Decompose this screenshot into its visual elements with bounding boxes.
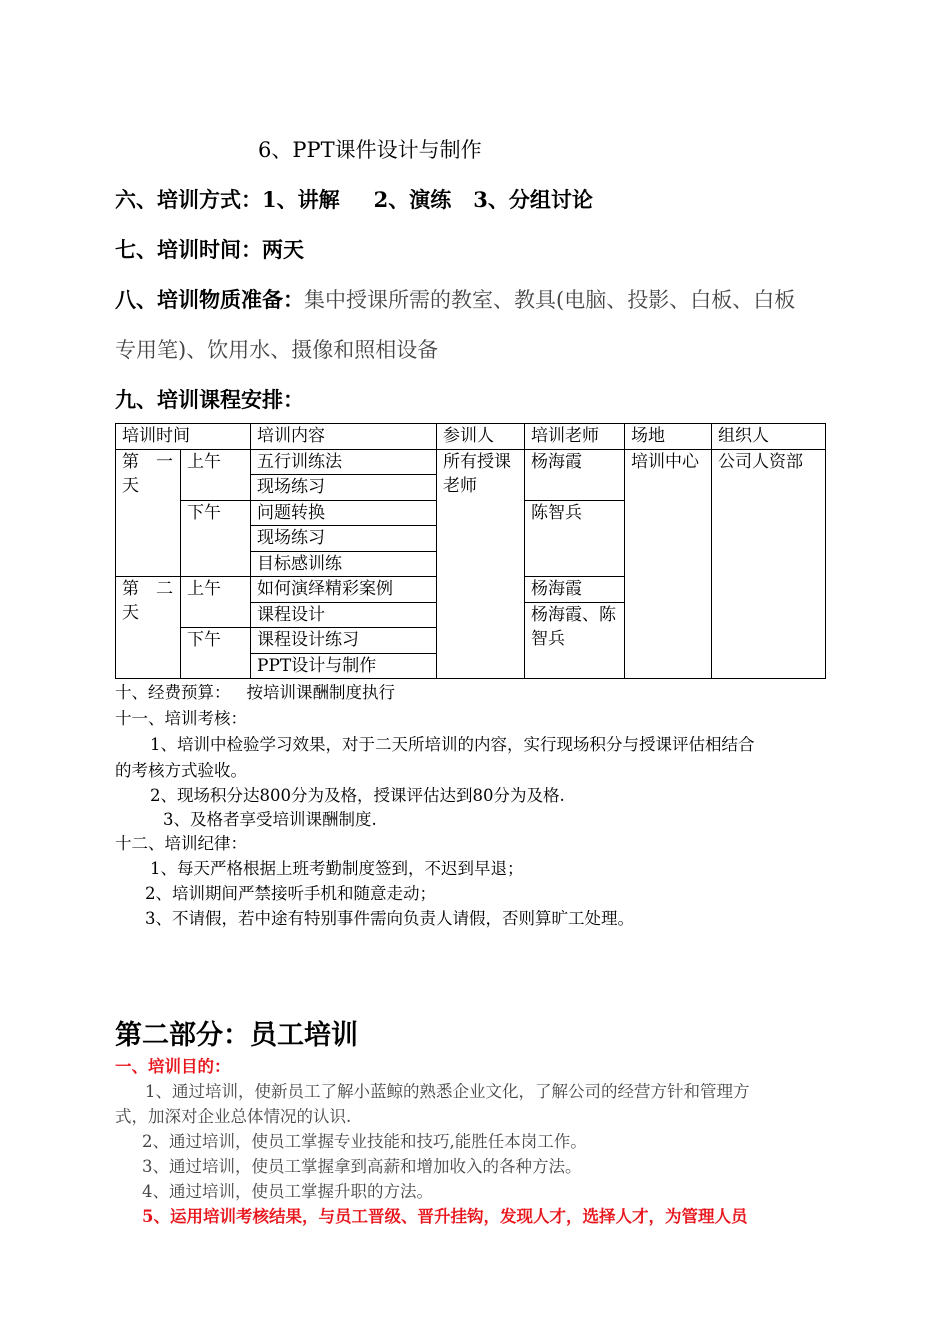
content-cell: 五行训练法 [251,449,437,475]
section-9-label: 九、培训课程安排： [115,387,304,412]
section-11-p1b: 的考核方式验收。 [115,761,247,780]
section-11-p1a: 1、培训中检验学习效果，对于二天所培训的内容，实行现场积分与授课评估相结合 [150,735,755,754]
method-3: 3、分组讨论 [473,187,593,212]
header-venue: 场地 [625,424,712,450]
day1-pm-cell: 下午 [181,500,251,577]
section-12-p1: 1、每天严格根据上班考勤制度签到，不迟到早退； [150,859,524,878]
objective-5: 5、运用培训考核结果，与员工晋级、晋升挂钩，发现人才，选择人才，为管理人员 [142,1207,748,1226]
section-8-text1: 集中授课所需的教室、教具(电脑、投影、白板、白板 [304,288,796,312]
day-2-cell: 第 二天 [116,577,181,679]
content-cell: 现场练习 [251,475,437,501]
section-12-p3: 3、不请假，若中途有特别事件需向负责人请假，否则算旷工处理。 [145,909,634,928]
content-cell: 课程设计 [251,602,437,628]
objective-1a: 1、通过培训，使新员工了解小蓝鲸的熟悉企业文化，了解公司的经营方针和管理方 [145,1082,750,1101]
objective-3: 3、通过培训，使员工掌握拿到高薪和增加收入的各种方法。 [142,1157,582,1176]
content-cell: PPT设计与制作 [251,653,437,679]
section-7 [115,235,304,265]
section-11-p2: 2、现场积分达800分为及格，授课评估达到80分为及格. [150,786,565,805]
objective-2: 2、通过培训，使员工掌握专业技能和技巧,能胜任本岗工作。 [142,1132,587,1151]
method-1: 1、讲解 [262,187,340,212]
section-7-value: 两天 [262,237,304,262]
section-8-line2: 专用笔)、饮用水、摄像和照相设备 [115,338,439,362]
method-2: 2、演练 [373,187,452,212]
header-content: 培训内容 [251,424,437,450]
day2-pm-cell: 下午 [181,628,251,679]
organizer-cell: 公司人资部 [712,449,826,679]
section-12-p2: 2、培训期间严禁接听手机和随意走动； [145,884,436,903]
content-cell: 目标感训练 [251,551,437,577]
course-item-6: 6、PPT课件设计与制作 [258,138,482,162]
section-10-label: 十、经费预算： [115,683,231,702]
content-cell: 如何演绎精彩案例 [251,577,437,603]
schedule-table [115,423,826,679]
section-10 [115,681,395,705]
section-8-line1 [115,285,795,315]
section-6-label: 六、培训方式： [115,187,262,212]
header-time: 培训时间 [116,424,251,450]
day-1-cell: 第 一天 [116,449,181,577]
table-row [116,449,826,475]
section-11-label: 十一、培训考核： [115,709,247,728]
content-cell: 课程设计练习 [251,628,437,654]
section-11-p3: 3、及格者享受培训课酬制度. [163,810,377,829]
section-12-label: 十二、培训纪律： [115,834,247,853]
section-10-value: 按培训课酬制度执行 [246,683,395,702]
teacher-cell: 陈智兵 [525,500,625,577]
objective-1b: 式，加深对企业总体情况的认识. [115,1107,352,1126]
table-header-row [116,424,826,450]
participants-cell: 所有授课老师 [437,449,525,679]
objectives-label: 一、培训目的： [115,1057,231,1076]
section-8-label: 八、培训物质准备： [115,287,304,312]
teacher-cell: 杨海霞 [525,449,625,500]
section-7-label: 七、培训时间： [115,237,262,262]
part-2-title: 第二部分：员工培训 [115,1020,358,1051]
header-participants: 参训人 [437,424,525,450]
content-cell: 问题转换 [251,500,437,526]
content-cell: 现场练习 [251,526,437,552]
venue-cell: 培训中心 [625,449,712,679]
day1-am-cell: 上午 [181,449,251,500]
teacher-cell: 杨海霞 [525,577,625,603]
teacher-cell: 杨海霞、陈智兵 [525,602,625,679]
header-teacher: 培训老师 [525,424,625,450]
day2-am-cell: 上午 [181,577,251,628]
section-6 [115,185,593,215]
header-organizer: 组织人 [712,424,826,450]
objective-4: 4、通过培训，使员工掌握升职的方法。 [142,1182,433,1201]
